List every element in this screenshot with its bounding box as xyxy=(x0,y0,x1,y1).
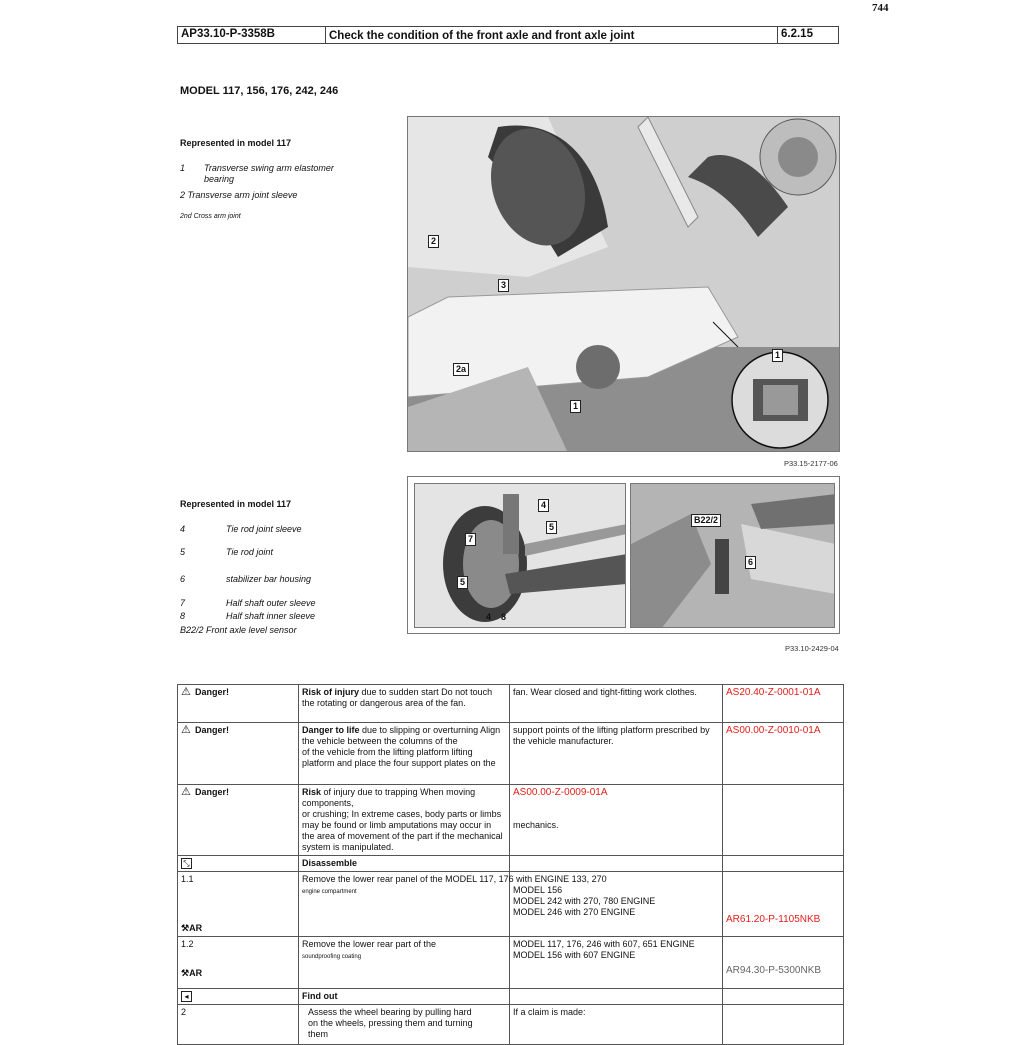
section1-heading: Represented in model 117 xyxy=(180,138,292,148)
page-number: 744 xyxy=(872,2,889,14)
table-row xyxy=(178,785,844,856)
wheel-illustration xyxy=(415,484,626,628)
reference-link-inline[interactable]: AS00.00-Z-0009-01A xyxy=(513,787,608,798)
section2-heading: Represented in model 117 xyxy=(180,499,292,509)
warning-triangle-icon: ⚠ xyxy=(181,686,191,698)
doc-id: AP33.10-P-3358B xyxy=(178,27,326,43)
warning-triangle-icon: ⚠ xyxy=(181,724,191,736)
callout-5-bottom: 5 xyxy=(457,576,468,589)
table-row xyxy=(178,872,844,937)
axle-figure-frame xyxy=(407,476,840,634)
callout-2: 2 xyxy=(428,235,439,248)
legend-item-1: 1 Transverse swing arm elastomer bearing xyxy=(180,163,334,184)
step-number: 1.2 ⚒AR xyxy=(178,937,299,989)
legend-item-2: 2 Transverse arm joint sleeve xyxy=(180,190,298,200)
doc-title: Check the condition of the front axle and front axle joint xyxy=(326,27,778,43)
disassemble-icon: ⤡ xyxy=(181,858,192,869)
table-row xyxy=(178,1005,844,1045)
legend-item-b22-2: B22/2 Front axle level sensor xyxy=(180,625,297,635)
doc-version: 6.2.15 xyxy=(781,28,813,40)
suspension-illustration xyxy=(408,117,840,452)
step-models: MODEL 156 MODEL 242 with 270, 780 ENGINE MODEL 246 with 270 ENGINE xyxy=(510,872,723,937)
step-models: MODEL 117, 176, 246 with 607, 651 ENGINE MODEL 156 with 607 ENGINE xyxy=(510,937,723,989)
callout-4-bottom: 4 xyxy=(486,612,492,622)
wrench-icon: ⚒ xyxy=(181,968,190,979)
callout-5-top: 5 xyxy=(546,521,557,534)
sensor-photo xyxy=(630,483,835,628)
callout-b22-2: B22/2 xyxy=(691,514,721,527)
legend-item-7: 7 Half shaft outer sleeve xyxy=(180,598,316,608)
callout-6: 6 xyxy=(745,556,756,569)
callout-4-top: 4 xyxy=(538,499,549,512)
legend-item-6: 6 stabilizer bar housing xyxy=(180,574,312,584)
find-out-heading: Find out xyxy=(299,989,510,1005)
find-out-icon: ◂ xyxy=(181,991,192,1002)
callout-8: 8 xyxy=(501,612,507,622)
step-number: 2 xyxy=(178,1005,299,1045)
warning-triangle-icon: ⚠ xyxy=(181,786,191,798)
reference-link[interactable]: AS00.00-Z-0010-01A xyxy=(723,723,844,785)
disassemble-heading: Disassemble xyxy=(299,856,510,872)
hazard-text: Risk of injury due to sudden start Do not touch the rotating or dangerous area of the fan. xyxy=(299,685,510,723)
table-row xyxy=(178,937,844,989)
wrench-icon: ⚒ xyxy=(181,923,190,934)
model-heading: MODEL 117, 156, 176, 242, 246 xyxy=(180,85,339,97)
step-text: Assess the wheel bearing by pulling hard on the wheels, pressing them and turning them xyxy=(299,1005,510,1045)
axle-diagram xyxy=(414,483,626,628)
callout-7: 7 xyxy=(465,533,476,546)
hazard-text: Danger to life due to slipping or overturning Align the vehicle between the columns of the of the vehicle from the lifting platform lifting platform and place the four support plates on the xyxy=(299,723,510,785)
legend-item-8: 8 Half shaft inner sleeve xyxy=(180,611,316,621)
hazard-text-2: AS00.00-Z-0009-01A mechanics. xyxy=(510,785,723,856)
procedure-table xyxy=(177,684,844,1045)
document-header xyxy=(177,26,839,44)
figure2-code: P33.10-2429-04 xyxy=(785,644,839,653)
table-row xyxy=(178,989,844,1005)
hazard-text: Risk of injury due to trapping When moving components, or crushing; In extreme cases, body parts or limbs may be found or limb amputations may occur in the area of movement of the part if the mechanical system is manipulated. xyxy=(299,785,510,856)
table-row xyxy=(178,856,844,872)
danger-cell: ⚠ Danger! xyxy=(178,785,299,856)
legend-note: 2nd Cross arm joint xyxy=(180,213,241,220)
suspension-photo xyxy=(407,116,840,452)
hazard-text-2: support points of the lifting platform prescribed by the vehicle manufacturer. xyxy=(510,723,723,785)
table-row xyxy=(178,723,844,785)
callout-1-lower: 1 xyxy=(570,400,581,413)
sensor-illustration xyxy=(631,484,835,628)
reference-link[interactable]: AR94.30-P-5300NKB xyxy=(726,965,822,977)
callout-1-detail: 1 xyxy=(772,349,783,362)
step-text: Remove the lower rear panel of the MODEL 117, 176 with ENGINE 133, 270 engine compartment xyxy=(299,872,510,937)
step-condition: If a claim is made: xyxy=(510,1005,723,1045)
hazard-text-2: fan. Wear closed and tight-fitting work clothes. xyxy=(510,685,723,723)
step-text: Remove the lower rear part of the soundproofing coating xyxy=(299,937,510,989)
callout-2a: 2a xyxy=(453,363,469,376)
reference-link[interactable]: AS20.40-Z-0001-01A xyxy=(723,685,844,723)
danger-cell: ⚠ Danger! xyxy=(178,723,299,785)
danger-cell: ⚠ Danger! xyxy=(178,685,299,723)
figure1-code: P33.15-2177-06 xyxy=(784,459,838,468)
step-number: 1.1 ⚒AR xyxy=(178,872,299,937)
legend-item-5: 5 Tie rod joint xyxy=(180,547,273,557)
reference-link[interactable]: AR61.20-P-1105NKB xyxy=(726,914,821,926)
table-row xyxy=(178,685,844,723)
legend-item-4: 4 Tie rod joint sleeve xyxy=(180,524,302,534)
callout-3: 3 xyxy=(498,279,509,292)
